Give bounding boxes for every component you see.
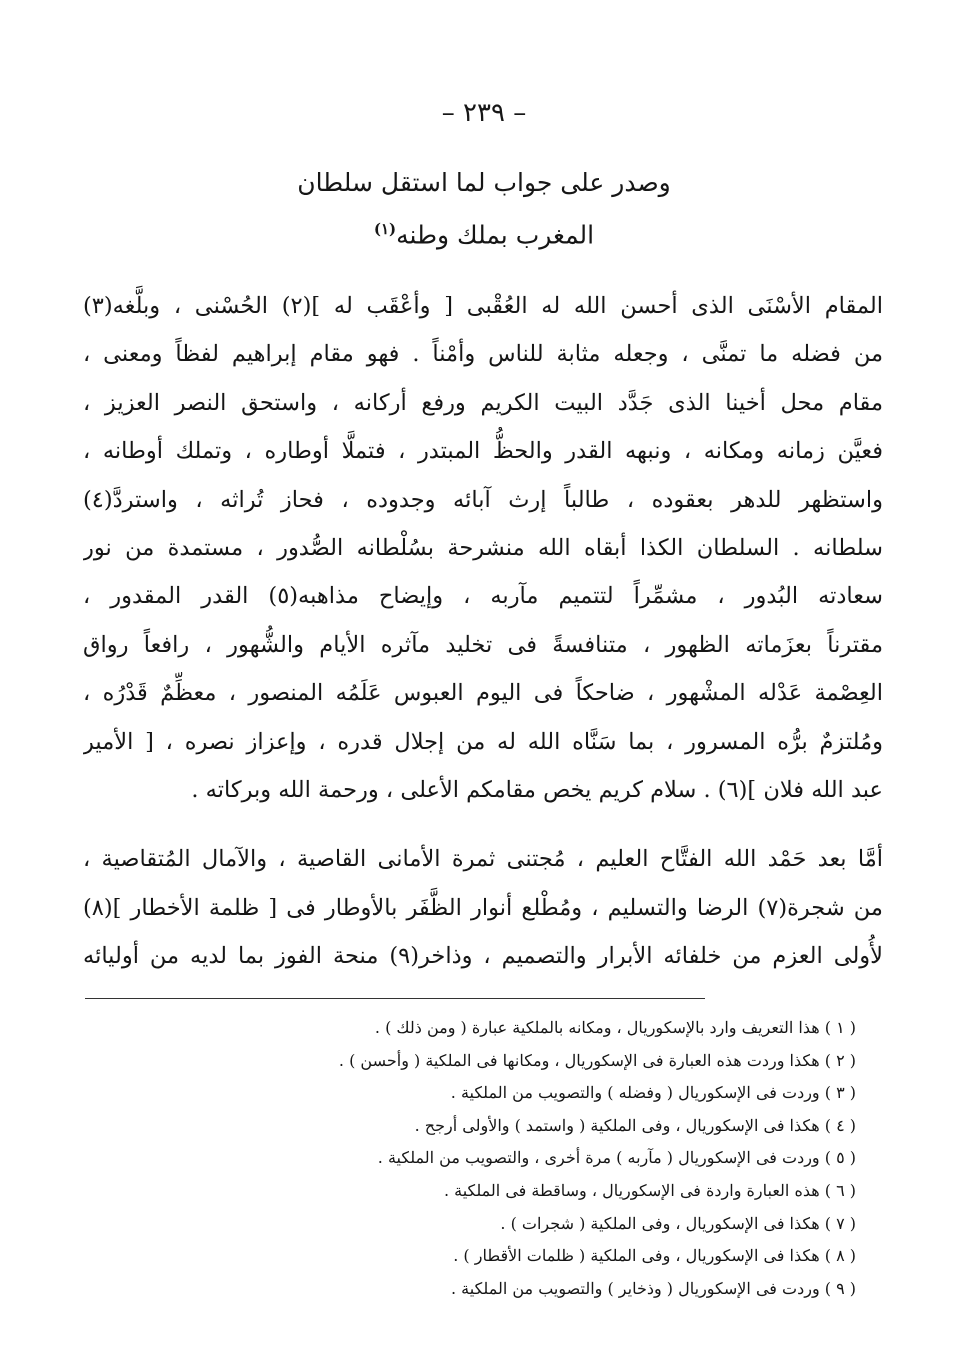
text-line: واستظهر للدهر بعقوده ، طالباً إرث آبائه وجدوده ، فحاز تُراثه ، واستردَّ(٤): [83, 486, 883, 513]
text-line: مقام محل أخينا الذى جَدَّد البيت الكريم ورفع أركانه ، واستحق النصر العزيز ،: [83, 389, 883, 416]
footnote: ( ٢ ) هكذا وردت هذه العبارة فى الإسكوريال ، ومكانها فى الملكية ( وأحسن ) .: [338, 1050, 856, 1070]
footnote: ( ١ ) هذا التعريف وارد بالإسكوريال ، ومكانه بالملكية عبارة ( ومن ذلك ) .: [374, 1018, 856, 1037]
paragraph-letter-opening: [83, 282, 883, 814]
section-heading-line-1: وصدر على جواب لما استقل سلطان: [297, 168, 671, 197]
footnotes: [236, 1012, 856, 1305]
body-text: [83, 282, 883, 980]
text-line: أمَّا بعد حَمْد الله الفتَّاح العليم ، مُجتنى ثمرة الأمانى القاصية ، والآمال المُتقاصية ،: [83, 846, 883, 873]
text-line: سلطانه . السلطان الكذا أبقاه الله منشرحة بسُلْطانه الصُّدور ، مستمدة من نور: [83, 534, 883, 561]
section-heading-text: المغرب بملك وطنه: [396, 220, 595, 250]
footnote: ( ٣ ) وردت فى الإسكوريال ( وفضله ) والتصويب من الملكية .: [450, 1083, 856, 1103]
text-line: من فضله ما تمنَّى ، وجعله مثابة للناس وأمْناً . فهو مقام إبراهيم لفظاً ومعنى ،: [83, 341, 883, 368]
footnote: ( ٧ ) هكذا فى الإسكوريال ، وفى الملكية ( شجرات ) .: [500, 1213, 856, 1233]
footnote-separator: [85, 998, 705, 999]
footnote: ( ٦ ) هذه العبارة واردة فى الإسكوريال ، وساقطة فى الملكية .: [443, 1180, 856, 1200]
paragraph-amma-baad: [83, 835, 883, 980]
footnote: ( ٩ ) وردت فى الإسكوريال ( وذخاير ) والتصويب من الملكية .: [451, 1278, 856, 1298]
text-line: مقترناً بعزَماته الظهور ، متنافسةً فى تخليد مآثره الأيام والشُّهور ، رافعاً رواق: [83, 631, 883, 658]
text-line: سعادته البُدور ، مشمِّراً لتتميم مآربه ، وإيضاح مذاهبه(٥) القدر المقدور ،: [83, 583, 883, 610]
footnote: ( ٤ ) هكذا فى الإسكوريال ، وفى الملكية ( واستمد ) والأولى أرجح .: [414, 1115, 856, 1135]
footnote-marker: (١): [373, 220, 397, 238]
paragraph-gap: [83, 814, 883, 835]
footnote: ( ٨ ) هكذا فى الإسكوريال ، وفى الملكية ( ظلمات الأقطار ) .: [453, 1246, 856, 1266]
footnote: ( ٥ ) وردت فى الإسكوريال ( مآربه ) مرة أخرى ، والتصويب من الملكية .: [377, 1148, 856, 1168]
text-line: ومُلتزمٌ برُّه المسرور ، بما سَنَّاه الله له من إجلال قدره ، وإعزاز نصره ، [ الأمير: [83, 728, 883, 755]
page-number: – ٢٣٩ –: [441, 98, 527, 128]
text-line: فعيَّن زمانه ومكانه ، ونبهه القدر والحظُّ المبتدر ، فتملَّا أوطاره ، وتملك أوطانه ،: [83, 438, 883, 465]
text-line: من شجرة(٧) الرضا والتسليم ، ومُطْلع أنوار الظَّفَر بالأوطار فى [ ظلمة الأخطار ](٨): [83, 894, 883, 921]
text-line: المقام الأسْنَى الذى أحسن الله له العُقْبى [ وأعْقَب له ](٢) الحُسْنى ، وبلَّغه(٣): [83, 293, 883, 319]
text-line: عبد الله فلان ](٦) . سلام كريم يخص مقامكم الأعلى ، ورحمة الله وبركاته .: [191, 776, 883, 803]
text-line: لأُولى العزم من خلفائه الأبرار والتصميم ، وذاخر(٩) منحة الفوز بما لديه من أوليائه: [83, 943, 883, 970]
text-line: العِصْمة عَدْله المشْهور ، ضاحكاً فى اليوم العبوس عَلَمُه المنصور ، معظِّمٌ قَدْرُه ،: [83, 680, 883, 707]
section-heading-line-2: [0, 220, 968, 250]
